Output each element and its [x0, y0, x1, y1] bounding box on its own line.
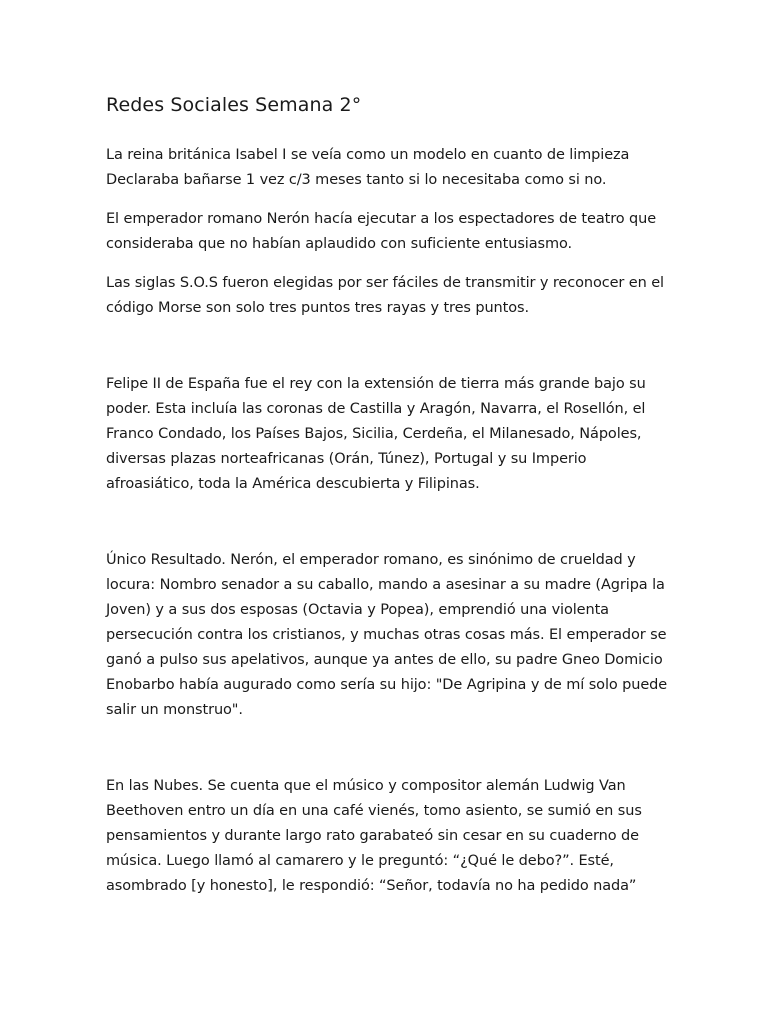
text-line: persecución contra los cristianos, y muchas otras cosas más. El emperador se: [106, 627, 667, 643]
text-line: Las siglas S.O.S fueron elegidas por ser fáciles de transmitir y reconocer en el: [106, 275, 664, 291]
text-line: Único Resultado. Nerón, el emperador romano, es sinónimo de crueldad y: [106, 552, 636, 568]
text-line: Joven) y a sus dos esposas (Octavia y Popea), emprendió una violenta: [106, 602, 609, 618]
text-line: asombrado [y honesto], le respondió: “Señor, todavía no ha pedido nada”: [106, 878, 637, 894]
text-line: música. Luego llamó al camarero y le preguntó: “¿Qué le debo?”. Esté,: [106, 853, 614, 869]
text-line: salir un monstruo".: [106, 702, 243, 718]
text-line: Beethoven entro un día en una café vienés, tomo asiento, se sumió en sus: [106, 803, 642, 819]
document-title: Redes Sociales Semana 2°: [106, 94, 362, 116]
text-line: diversas plazas norteafricanas (Orán, Túnez), Portugal y su Imperio: [106, 451, 587, 467]
text-line: Enobarbo había augurado como sería su hijo: "De Agripina y de mí solo puede: [106, 677, 668, 693]
paragraph-neron-teatro: [106, 207, 668, 257]
text-line: El emperador romano Nerón hacía ejecutar a los espectadores de teatro que: [106, 211, 657, 227]
text-line: código Morse son solo tres puntos tres rayas y tres puntos.: [106, 300, 529, 316]
paragraph-unico-resultado: [106, 548, 668, 723]
text-line: consideraba que no habían aplaudido con suficiente entusiasmo.: [106, 236, 572, 252]
text-line: locura: Nombro senador a su caballo, mando a asesinar a su madre (Agripa la: [106, 577, 665, 593]
paragraph-isabel: [106, 143, 668, 193]
text-line: ganó a pulso sus apelativos, aunque ya antes de ello, su padre Gneo Domicio: [106, 652, 663, 668]
text-line: pensamientos y durante largo rato garabateó sin cesar en su cuaderno de: [106, 828, 639, 844]
text-line: Franco Condado, los Países Bajos, Sicilia, Cerdeña, el Milanesado, Nápoles,: [106, 426, 642, 442]
paragraph-felipe: [106, 372, 668, 497]
paragraph-en-las-nubes: [106, 774, 668, 899]
paragraph-sos: [106, 271, 668, 321]
text-line: En las Nubes. Se cuenta que el músico y compositor alemán Ludwig Van: [106, 778, 626, 794]
text-line: La reina británica Isabel I se veía como un modelo en cuanto de limpieza: [106, 147, 630, 163]
text-line: Declaraba bañarse 1 vez c/3 meses tanto si lo necesitaba como si no.: [106, 172, 607, 188]
text-line: afroasiático, toda la América descubierta y Filipinas.: [106, 476, 480, 492]
text-line: poder. Esta incluía las coronas de Castilla y Aragón, Navarra, el Rosellón, el: [106, 401, 646, 417]
text-line: Felipe II de España fue el rey con la extensión de tierra más grande bajo su: [106, 376, 646, 392]
